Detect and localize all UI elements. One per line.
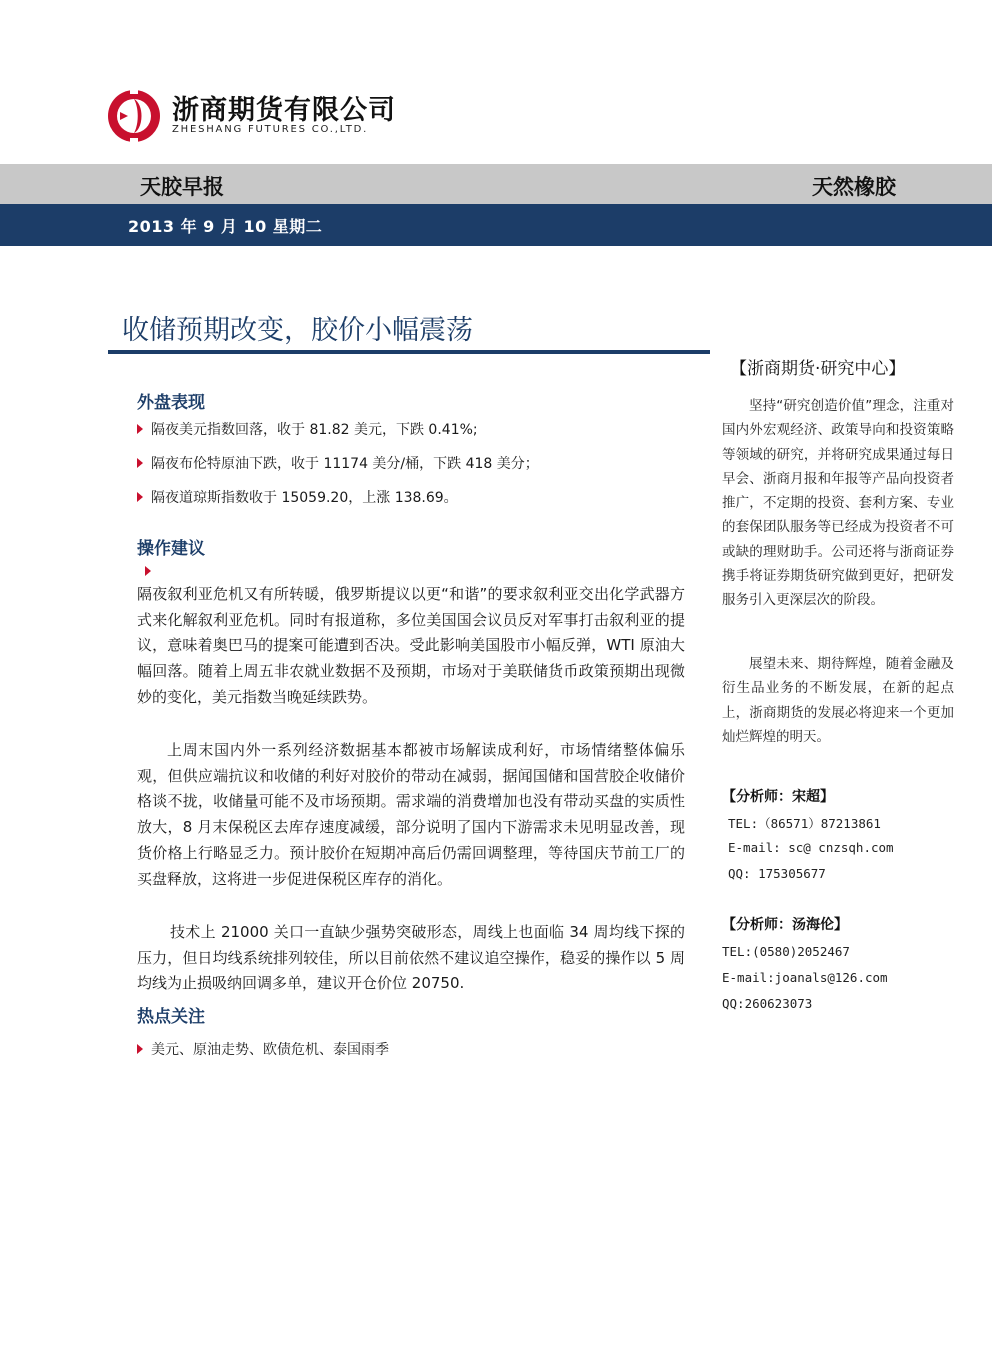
- red-triangle-bullet-icon: [145, 566, 151, 576]
- advice-paragraph-2: 上周末国内外一系列经济数据基本都被市场解读成利好，市场情绪整体偏乐观，但供应端抗议和收储的利好对胶价的带动在减弱，据闻国储和国营胶企收储价格谈不拢，收储量可能不及市场预期。需求端的消费增加也没有带动买盘的实质性放大，8 月末保税区去库存速度减缓，部分说明了国内下游需求未见明显改善，现货价格上行略显乏力。预计胶价在短期冲高后仍需回调整理，等待国庆节前工厂的买盘释放，这将进一步促进保税区库存的消化。: [137, 741, 685, 888]
- list-item-text: 隔夜道琼斯指数收于 15059.20，上涨 138.69。: [151, 490, 458, 506]
- analyst-qq: QQ: 175305677: [728, 866, 826, 881]
- sidebar-intro-1: 坚持“研究创造价值”理念，注重对国内外宏观经济、政策导向和投资策略等领域的研究，并将研究成果通过每日早会、浙商月报和年报等产品向投资者推广，不定期的投资、套利方案、专业的套保团队服务等已经成为投资者不可或缺的理财助手。公司还将与浙商证券携手将证券期货研究做到更好，把研发服务引入更深层次的阶段。: [722, 398, 954, 609]
- advice-paragraph-1: 隔夜叙利亚危机又有所转暖，俄罗斯提议以更“和谐”的要求叙利亚交出化学武器方式来化解叙利亚危机。同时有报道称，多位美国国会议员反对军事打击叙利亚的提议，意味着奥巴马的提案可能遭到否决。受此影响美国股市小幅反弹，WTI 原油大幅回落。随着上周五非农就业数据不及预期，市场对于美联储货币政策预期出现微妙的变化，美元指数当晚延续跌势。: [137, 585, 685, 706]
- red-triangle-bullet-icon: [137, 1044, 143, 1054]
- red-triangle-bullet-icon: [137, 458, 143, 468]
- company-logo: [106, 88, 162, 144]
- company-name-en: ZHESHANG FUTURES CO.,LTD.: [172, 124, 369, 135]
- section-heading-hot: 热点关注: [137, 1007, 205, 1027]
- list-item: [137, 1040, 389, 1060]
- red-triangle-bullet-icon: [137, 424, 143, 434]
- analyst-heading: 【分析师：汤海伦】: [722, 917, 848, 933]
- sidebar-title: 【浙商期货·研究中心】: [730, 359, 906, 379]
- list-item-text: 隔夜美元指数回落，收于 81.82 美元，下跌 0.41%;: [151, 422, 478, 438]
- analyst-qq: QQ:260623073: [722, 996, 813, 1011]
- list-item-text: 隔夜布伦特原油下跌，收于 11174 美分/桶，下跌 418 美分；: [151, 456, 539, 472]
- list-item: [137, 488, 458, 508]
- list-item: [137, 420, 478, 440]
- report-category: 天然橡胶: [812, 175, 896, 199]
- company-name-cn: 浙商期货有限公司: [172, 95, 396, 126]
- analyst-email: E-mail: sc@ cnzsqh.com: [728, 840, 894, 855]
- advice-paragraph-3: 技术上 21000 关口一直缺少强势突破形态，周线上也面临 34 周均线下探的压力，但日均线系统排列较佳，所以目前依然不建议追空操作，稳妥的操作以 5 周均线为止损吸纳回调多单，建议开仓价位 20750.: [137, 923, 685, 993]
- headline-divider: [108, 350, 710, 354]
- red-triangle-bullet-icon: [137, 492, 143, 502]
- zheshang-logo-icon: [106, 88, 162, 144]
- analyst-phone: TEL:（86571）87213861: [728, 816, 881, 831]
- analyst-heading: 【分析师：宋超】: [722, 789, 834, 805]
- list-item: [137, 454, 539, 474]
- section-heading-overseas: 外盘表现: [137, 393, 205, 413]
- headline: 收储预期改变，胶价小幅震荡: [122, 315, 473, 346]
- section-heading-advice: 操作建议: [137, 539, 205, 559]
- report-title: 天胶早报: [140, 175, 224, 199]
- analyst-email: E-mail:joanals@126.com: [722, 970, 888, 985]
- sidebar-intro-2: 展望未来、期待辉煌，随着金融及衍生品业务的不断发展，在新的起点上，浙商期货的发展必将迎来一个更加灿烂辉煌的明天。: [722, 656, 954, 745]
- list-item-text: 美元、原油走势、欧债危机、泰国雨季: [151, 1042, 389, 1058]
- analyst-phone: TEL:(0580)2052467: [722, 944, 850, 959]
- report-date: 2013 年 9 月 10 星期二: [128, 217, 323, 236]
